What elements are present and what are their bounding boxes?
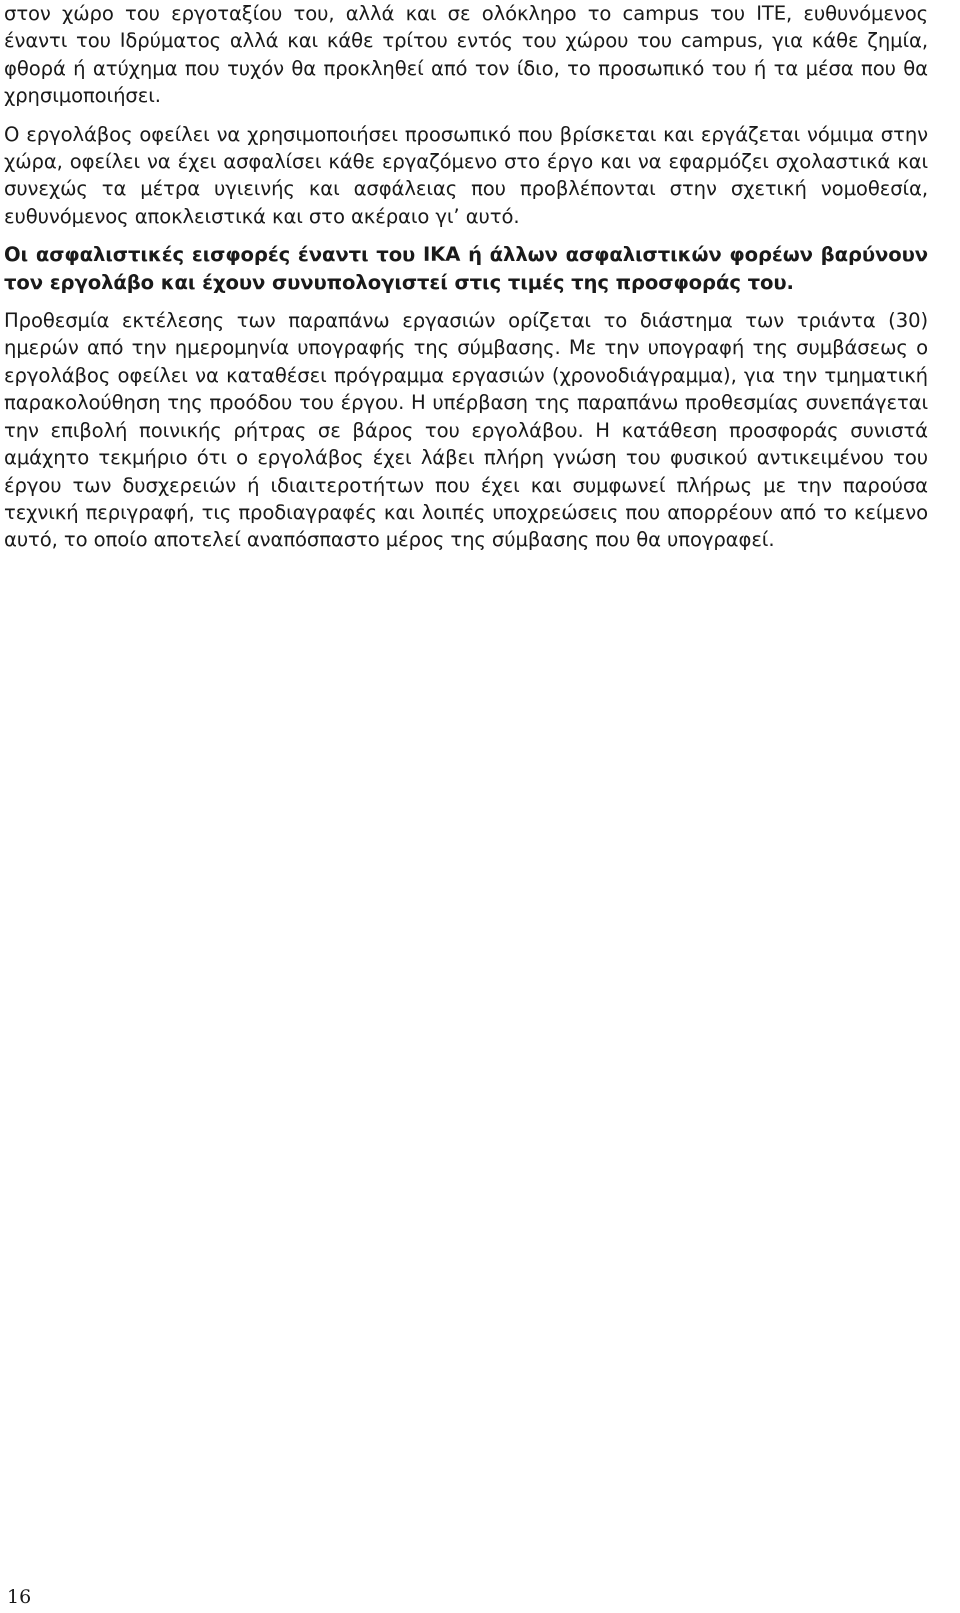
page-number: 16 — [7, 1586, 32, 1608]
paragraph-campus-liability: στον χώρο του εργοταξίου του, αλλά και σε ολόκληρο το campus του ΙΤΕ, ευθυνόμενος έναντι του Ιδρύματος αλλά και κάθε τρίτου εντός του χώρου του campus, για κάθε ζημία, φθορά ή ατύχημα που τυχόν θα προκληθεί από τον ίδιο, το προσωπικό του ή τα μέσα που θα χρησιμοποιήσει. — [4, 2, 928, 108]
paragraph-staff-insurance: Ο εργολάβος οφείλει να χρησιμοποιήσει προσωπικό που βρίσκεται και εργάζεται νόμιμα στην χώρα, οφείλει να έχει ασφαλίσει κάθε εργαζόμενο στο έργο και να εφαρμόζει σχολαστικά και συνεχώς τα μέτρα υγιεινής και ασφάλειας που προβλέπονται στην σχετική νομοθεσία, ευθυνόμενος αποκλειστικά και στο ακέραιο γι’ αυτό. — [4, 122, 928, 228]
paragraph-deadline-terms: Προθεσμία εκτέλεσης των παραπάνω εργασιών ορίζεται το διάστημα των τριάντα (30) ημερών από την ημερομηνία υπογραφής της σύμβασης. Με την υπογραφή της συμβάσεως ο εργολάβος οφείλει να καταθέσει πρόγραμμα εργασιών (χρονοδιάγραμμα), για την τμηματική παρακολούθηση της προόδου του έργου. Η υπέρβαση της παραπάνω προθεσμίας συνεπάγεται την επιβολή ποινικής ρήτρας σε βάρος του εργολάβου. Η κατάθεση προσφοράς συνιστά αμάχητο τεκμήριο ότι ο εργολάβος έχει λάβει πλήρη γνώση του φυσικού αντικειμένου του έργου των δυσχερειών ή ιδιαιτεροτήτων που έχει και συμφωνεί πλήρως με την παρούσα τεχνική περιγραφή, τις προδιαγραφές και λοιπές υποχρεώσεις που απορρέουν από το κείμενο αυτό, το οποίο αποτελεί αναπόσπαστο μέρος της σύμβασης που θα υπογραφεί. — [4, 309, 928, 552]
paragraph-insurance-contributions: Οι ασφαλιστικές εισφορές έναντι του ΙΚΑ ή άλλων ασφαλιστικών φορέων βαρύνουν τον εργολάβο και έχουν συνυπολογιστεί στις τιμές της προσφοράς του. — [4, 243, 928, 294]
document-body — [4, 0, 928, 554]
